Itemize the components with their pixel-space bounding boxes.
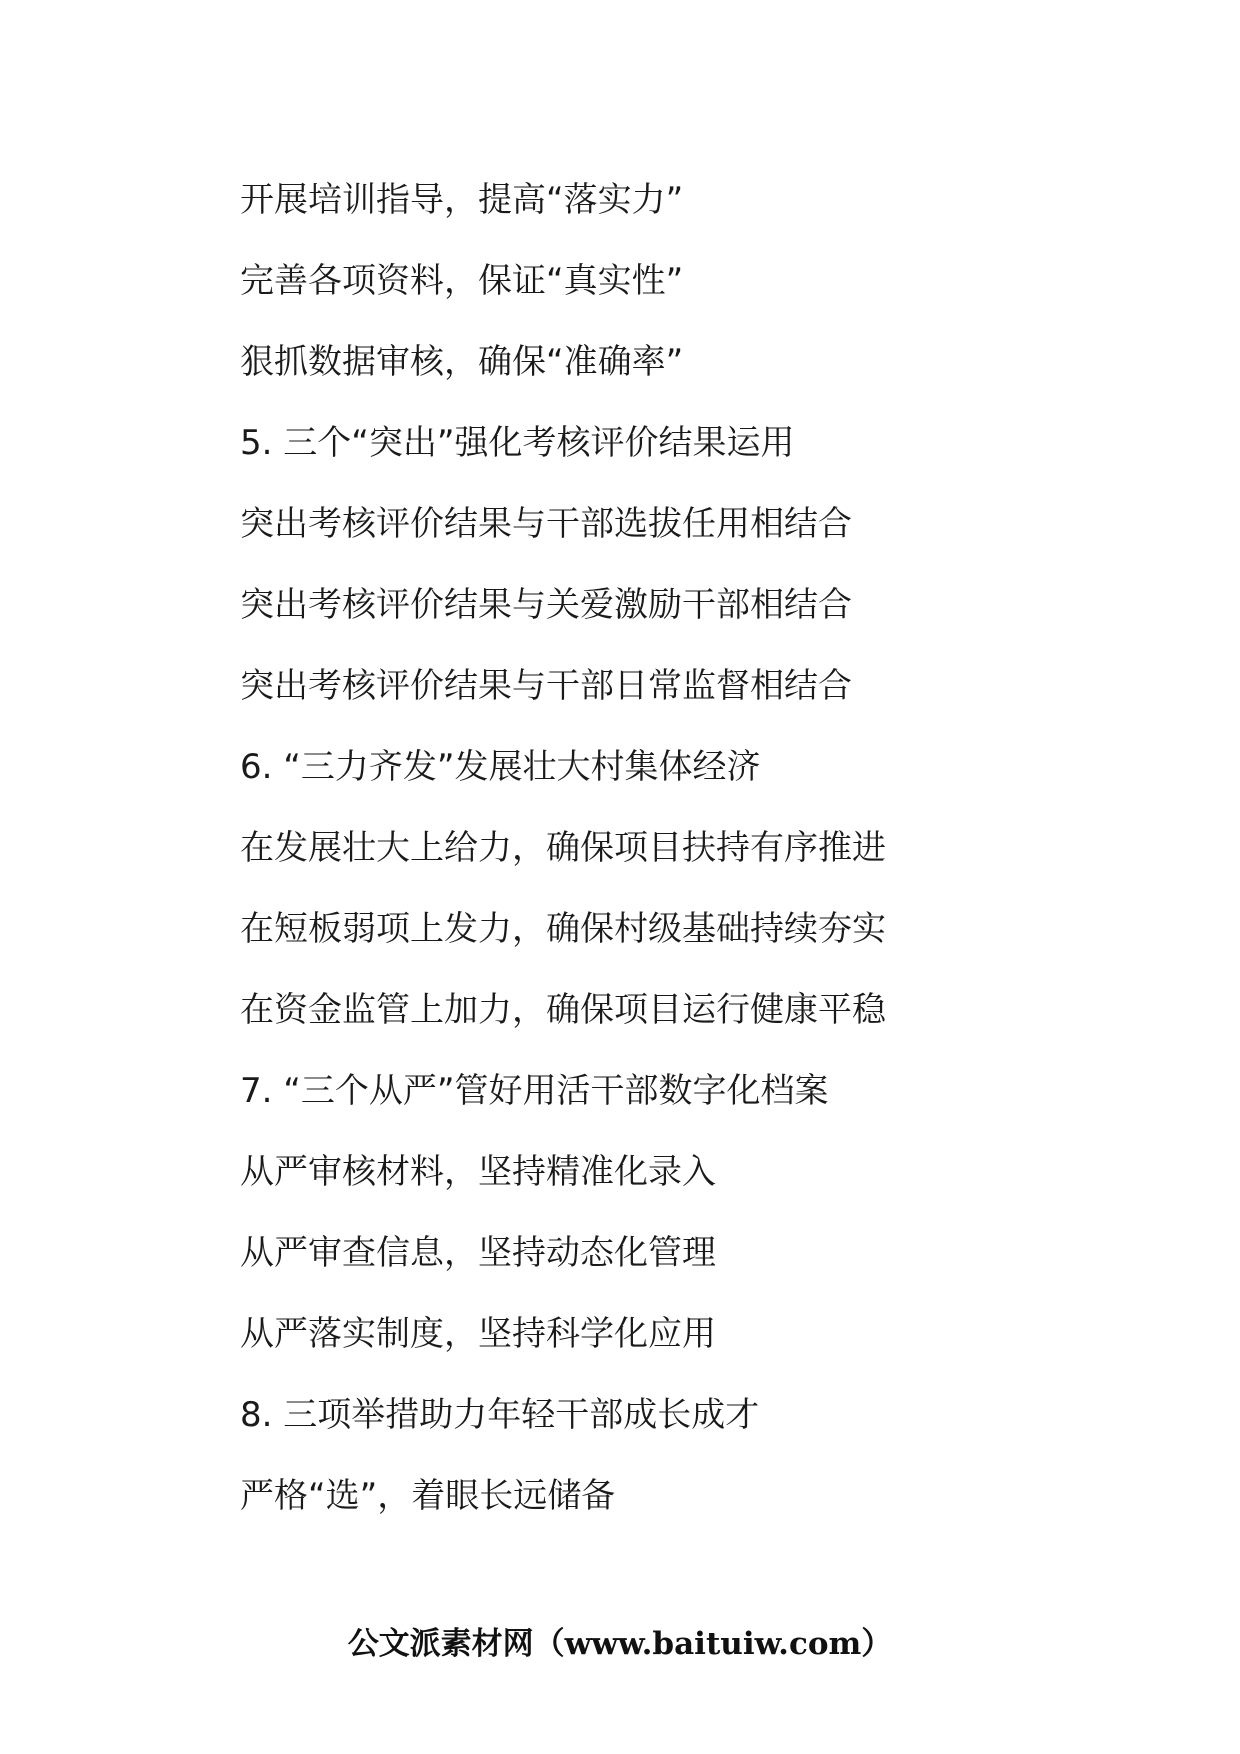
text-line: 开展培训指导，提高“落实力” (240, 180, 684, 220)
text-line: 在资金监管上加力，确保项目运行健康平稳 (240, 990, 886, 1030)
section-heading: 7. “三个从严”管好用活干部数字化档案 (240, 1071, 829, 1111)
text-line: 突出考核评价结果与关爱激励干部相结合 (240, 585, 852, 625)
text-line: 突出考核评价结果与干部选拔任用相结合 (240, 504, 852, 544)
section-heading: 8. 三项举措助力年轻干部成长成才 (240, 1395, 760, 1435)
section-heading: 5. 三个“突出”强化考核评价结果运用 (240, 423, 795, 463)
text-line: 从严落实制度，坚持科学化应用 (240, 1314, 716, 1354)
text-line: 从严审核材料，坚持精准化录入 (240, 1152, 716, 1192)
text-line: 在发展壮大上给力，确保项目扶持有序推进 (240, 828, 886, 868)
footer-watermark: 公文派素材网（www.baituiw.com） (347, 1626, 893, 1662)
text-line: 在短板弱项上发力，确保村级基础持续夯实 (240, 909, 886, 949)
text-line: 完善各项资料，保证“真实性” (240, 261, 684, 301)
text-line: 狠抓数据审核，确保“准确率” (240, 342, 684, 382)
section-heading: 6. “三力齐发”发展壮大村集体经济 (240, 747, 761, 787)
text-line: 从严审查信息，坚持动态化管理 (240, 1233, 716, 1273)
text-line: 突出考核评价结果与干部日常监督相结合 (240, 666, 852, 706)
document-body (240, 170, 1040, 1547)
text-line: 严格“选”，着眼长远储备 (240, 1476, 616, 1516)
